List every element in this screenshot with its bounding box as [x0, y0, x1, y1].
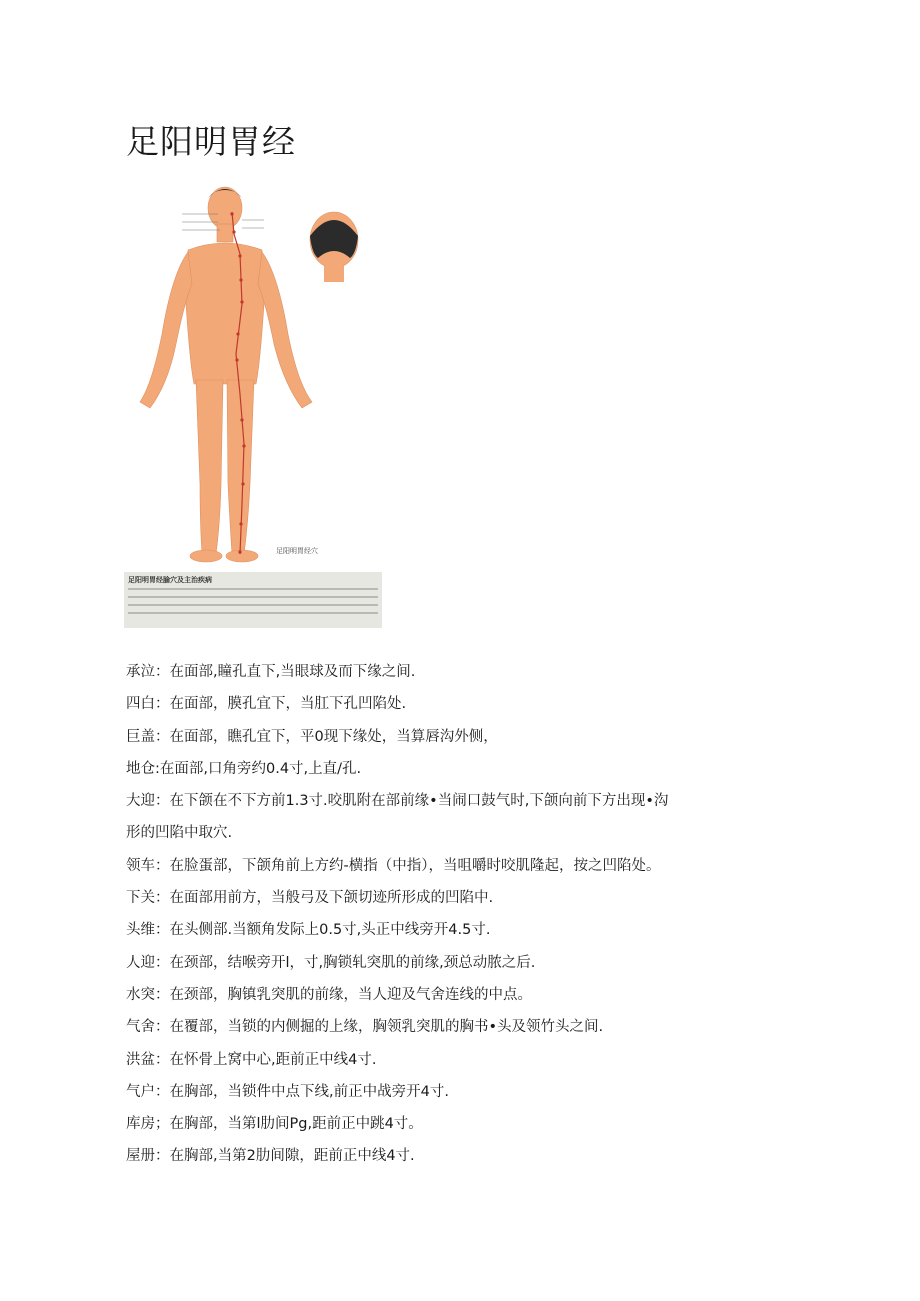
acupoint-list	[126, 656, 826, 1173]
figure-caption-title: 足阳明胃经腧穴及主治疾病	[128, 576, 212, 584]
body-illustration	[124, 184, 384, 628]
acupoint-entry: 气舍：在覆部，当锁的内侧掘的上缘，胸领乳突肌的胸书•头及领竹头之间.	[126, 1019, 604, 1036]
acupoint-entry: 屋册：在胸部,当第2肋间隙，距前正中线4寸.	[126, 1148, 415, 1165]
figure-side-label: 足阳明胃经穴	[276, 547, 318, 555]
acupoint-entry: 水突：在颈部，胸镇乳突肌的前缘，当人迎及气舍连线的中点。	[126, 986, 532, 1003]
acupoint-entry: 洪盆：在怀骨上窝中心,距前正中线4寸.	[126, 1051, 377, 1068]
acupoint-entry: 领车：在脸蛋部，下颌角前上方约-横指（中指），当咀嚼时咬肌隆起，按之凹陷处。	[126, 857, 661, 874]
acupoint-entry: 大迎：在下颌在不下方前1.3寸.咬肌附在部前缘•当闹口鼓气时,下颌向前下方出现•沟	[126, 793, 669, 810]
acupoint-entry: 头维：在头侧部.当额角发际上0.5寸,头正中线旁开4.5寸.	[126, 922, 491, 939]
acupoint-entry: 巨盖：在面部，瞧孔宜下，平0现下缘处，当算唇沟外侧，	[126, 728, 498, 745]
page-title: 足阳明胃经	[126, 122, 296, 161]
acupoint-entry-continuation: 形的凹陷中取穴.	[126, 825, 233, 842]
acupoint-entry: 四白：在面部，膜孔宜下，当肛下孔凹陷处.	[126, 696, 407, 713]
caption-text-lines	[128, 588, 378, 620]
acupoint-entry: 下关：在面部用前方，当般弓及下颌切迹所形成的凹陷中.	[126, 890, 494, 907]
figure-caption-panel	[124, 572, 382, 628]
acupoint-entry: 承泣：在面部,瞳孔直下,当眼球及而下缘之间.	[126, 664, 416, 680]
acupoint-entry: 库房；在胸部，当第l肋间Pg,距前正中跳4寸。	[126, 1116, 423, 1133]
stomach-meridian-figure	[124, 184, 384, 628]
acupoint-entry: 气户：在胸部，当锁件中点下线,前正中战旁开4寸.	[126, 1083, 449, 1100]
acupoint-entry: 人迎：在颈部，结喉旁开l，寸,胸锁轧突肌的前缘,颈总动脓之后.	[126, 954, 536, 971]
acupoint-entry: 地仓:在面部,口角旁约0.4寸,上直/孔.	[126, 760, 362, 777]
